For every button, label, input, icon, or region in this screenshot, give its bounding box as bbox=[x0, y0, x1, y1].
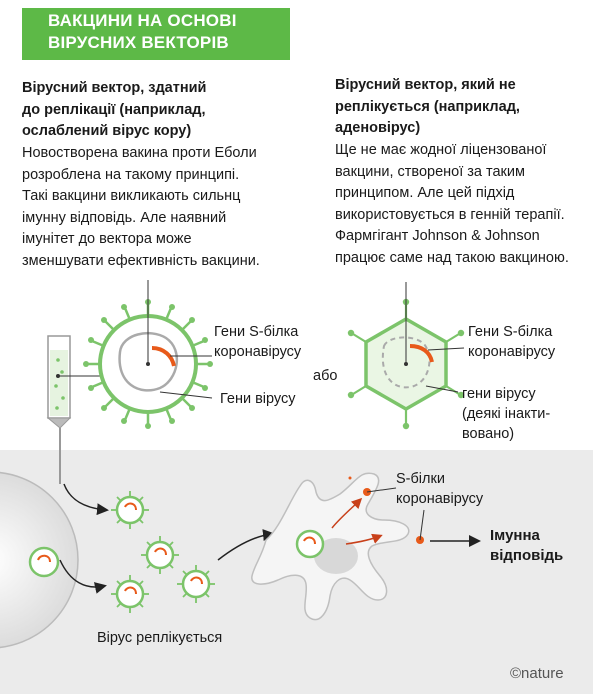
arrow bbox=[64, 484, 106, 510]
label-line: коронавірусу bbox=[214, 344, 302, 360]
left-heading-line: Вірусний вектор, здатний bbox=[22, 80, 207, 96]
left-body-line: імунну відповідь. Але наявний bbox=[22, 209, 227, 226]
host-cell bbox=[0, 472, 78, 648]
right-body-line: Ще не має жодної ліцензованої bbox=[335, 142, 547, 158]
label-line: Гени S-білка bbox=[214, 324, 299, 340]
syringe-icon bbox=[48, 336, 100, 484]
right-body-line: вакцини, створеної за таким bbox=[335, 163, 525, 180]
non-replicating-virus-icon bbox=[348, 282, 464, 429]
label-line: S-білки bbox=[396, 471, 445, 487]
right-body-line: використовується в генній терапії. bbox=[335, 206, 565, 223]
label-line: Гени S-білка bbox=[468, 324, 553, 340]
replicating-virus-icon bbox=[83, 280, 213, 429]
left-heading-line: ослаблений вірус кору) bbox=[22, 123, 192, 139]
label-virus-genes-right bbox=[462, 384, 550, 444]
label-line: коронавірусу bbox=[468, 344, 556, 360]
label-s-genes-right bbox=[468, 322, 555, 362]
credit: ©nature bbox=[510, 665, 564, 682]
label-line: Імунна bbox=[490, 527, 540, 544]
label-or: або bbox=[313, 368, 338, 384]
right-body-line: працює саме над такою вакциною. bbox=[335, 249, 569, 266]
label-line: відповідь bbox=[490, 547, 564, 564]
right-heading-line: аденовірус) bbox=[335, 120, 421, 136]
label-line: коронавірусу bbox=[396, 491, 484, 507]
label-line: гени вірусу bbox=[462, 386, 536, 402]
title-line-1: ВАКЦИНИ НА ОСНОВІ bbox=[48, 11, 237, 30]
right-body-line: принципом. Але цей підхід bbox=[335, 185, 515, 201]
small-virus-icons bbox=[111, 491, 215, 613]
left-body-line: Такі вакцини викликають сильнц bbox=[22, 188, 241, 204]
left-body-line: зменшувати ефективність вакцини. bbox=[22, 252, 260, 269]
label-immune-response bbox=[490, 526, 563, 566]
left-body-line: імунітет до вектора може bbox=[22, 231, 192, 247]
label-line: вовано) bbox=[462, 426, 515, 442]
label-line: (деякі інакти- bbox=[462, 406, 551, 422]
right-heading-line: реплікується (наприклад, bbox=[335, 98, 520, 115]
label-s-proteins bbox=[396, 469, 483, 509]
right-heading-line: Вірусний вектор, який не bbox=[335, 77, 516, 93]
title-line-2: ВІРУСНИХ ВЕКТОРІВ bbox=[48, 33, 229, 52]
left-body-line: розроблена на такому принципі. bbox=[22, 166, 240, 183]
left-heading-line: до реплікації (наприклад, bbox=[22, 101, 206, 118]
label-virus-genes-left: Гени вірусу bbox=[220, 391, 296, 407]
left-body-line: Новостворена вакина проти Еболи bbox=[22, 145, 257, 161]
leader-line bbox=[420, 510, 424, 540]
label-virus-replicates: Вірус реплікується bbox=[97, 630, 223, 646]
right-body-line: Фармгігант Johnson & Johnson bbox=[335, 228, 540, 244]
label-s-genes-left bbox=[214, 322, 301, 362]
